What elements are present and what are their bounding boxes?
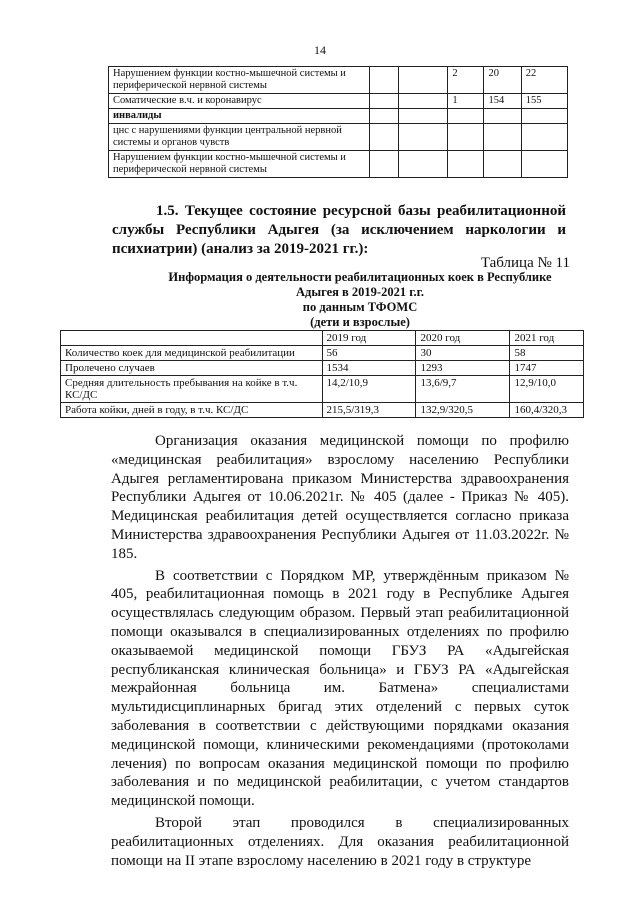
- row-label-cell: Средняя длительность пребывания на койке в т.ч. КС/ДС: [61, 376, 323, 403]
- table-title-line: Адыгея в 2019-2021 г.г.: [295, 285, 424, 299]
- value-cell: 1: [448, 94, 484, 109]
- value-cell: [448, 151, 484, 178]
- value-cell: 14,2/10,9: [322, 376, 416, 403]
- table-row: [109, 94, 568, 109]
- value-cell: 12,9/10,0: [510, 376, 584, 403]
- paragraph: Организация оказания медицинской помощи по профилю «медицинская реабилитация» взрослому населению Республики Адыгея регламентирована приказом Министерства здравоохранения Республики Адыгея от 10.06.2021г. № 405 (далее - Приказ № 405). Медицинская реабилитация детей осуществляется согласно приказа Министерства здравоохранения Республики Адыгея от 11.03.2022г. № 185.: [111, 433, 569, 562]
- value-cell: 132,9/320,5: [416, 403, 510, 418]
- row-label-cell: Пролечено случаев: [61, 361, 323, 376]
- value-cell: 2: [448, 67, 484, 94]
- table-row: [109, 124, 568, 151]
- table-row: [61, 361, 584, 376]
- header-row: [61, 331, 584, 346]
- table-row: [109, 67, 568, 94]
- value-cell: [398, 151, 448, 178]
- row-label-cell: Работа койки, дней в году, в т.ч. КС/ДС: [61, 403, 323, 418]
- value-cell: [398, 67, 448, 94]
- page-number: 14: [314, 43, 326, 57]
- table-row: [109, 109, 568, 124]
- value-cell: [370, 109, 398, 124]
- column-header: [61, 331, 323, 346]
- value-cell: [484, 124, 521, 151]
- row-label-cell: Количество коек для медицинской реабилитации: [61, 346, 323, 361]
- value-cell: [448, 124, 484, 151]
- table-row: [61, 346, 584, 361]
- value-cell: 20: [484, 67, 521, 94]
- row-label-cell: инвалиды: [109, 109, 370, 124]
- value-cell: [370, 124, 398, 151]
- table-row: [61, 403, 584, 418]
- row-label-cell: Нарушением функции костно-мышечной системы и периферической нервной системы: [109, 151, 370, 178]
- paragraph: Второй этап проводился в специализированных реабилитационных отделениях. Для оказания реабилитационной помощи на II этапе взрослому населению в 2021 году в структуре: [111, 814, 569, 869]
- column-header: 2019 год: [322, 331, 416, 346]
- value-cell: 1747: [510, 361, 584, 376]
- table-row: [61, 376, 584, 403]
- value-cell: 160,4/320,3: [510, 403, 584, 418]
- paragraph: В соответствии с Порядком МР, утверждённым приказом № 405, реабилитационная помощь в 2021 году в Республике Адыгея осуществлялась следующим образом. Первый этап реабилитационной помощи оказывался в специализированных отделениях по профилю оказываемой медицинской помощи ГБУЗ РА «Адыгейская республиканская клиническая больница» и ГБУЗ РА «Адыгейская межрайонная больница им. Батмена» специалистами мультидисциплинарных бригад этих отделений с первых суток заболевания в соответствии с действующими порядками оказания медицинской помощи, клиническими рекомендациями (протоколами лечения) по вопросам оказания медицинской помощи по профилю заболевания и по медицинской реабилитации, с учетом стандартов медицинской помощи.: [111, 567, 569, 810]
- value-cell: 22: [521, 67, 567, 94]
- table-title-line: по данным ТФОМС: [302, 300, 418, 314]
- value-cell: [484, 109, 521, 124]
- table-title: [140, 270, 580, 330]
- value-cell: [370, 67, 398, 94]
- value-cell: 30: [416, 346, 510, 361]
- value-cell: 155: [521, 94, 567, 109]
- column-header: 2021 год: [510, 331, 584, 346]
- table-number: Таблица № 11: [480, 255, 570, 271]
- value-cell: [370, 151, 398, 178]
- value-cell: 154: [484, 94, 521, 109]
- value-cell: 215,5/319,3: [322, 403, 416, 418]
- row-label-cell: Соматические в.ч. и коронавирус: [109, 94, 370, 109]
- top-table: [108, 66, 568, 178]
- rehab-beds-table: [60, 330, 584, 418]
- body-text: [111, 432, 569, 870]
- value-cell: 58: [510, 346, 584, 361]
- value-cell: [521, 109, 567, 124]
- value-cell: [398, 94, 448, 109]
- value-cell: [521, 151, 567, 178]
- value-cell: [484, 151, 521, 178]
- value-cell: [398, 124, 448, 151]
- table-title-line: Информация о деятельности реабилитационных коек в Республике: [168, 270, 552, 284]
- value-cell: [521, 124, 567, 151]
- table-title-line: (дети и взрослые): [310, 315, 410, 329]
- value-cell: [370, 94, 398, 109]
- row-label-cell: Нарушением функции костно-мышечной системы и периферической нервной системы: [109, 67, 370, 94]
- value-cell: 1293: [416, 361, 510, 376]
- value-cell: 56: [322, 346, 416, 361]
- row-label-cell: цнс с нарушениями функции центральной нервной системы и органов чувств: [109, 124, 370, 151]
- section-heading-text: 1.5. Текущее состояние ресурсной базы реабилитационной службы Республики Адыгея (за исключением наркологии и психиатрии) (анализ за 2019-2021 гг.):: [112, 203, 566, 257]
- section-heading: [112, 202, 566, 259]
- value-cell: [448, 109, 484, 124]
- table-row: [109, 151, 568, 178]
- value-cell: 13,6/9,7: [416, 376, 510, 403]
- value-cell: 1534: [322, 361, 416, 376]
- column-header: 2020 год: [416, 331, 510, 346]
- value-cell: [398, 109, 448, 124]
